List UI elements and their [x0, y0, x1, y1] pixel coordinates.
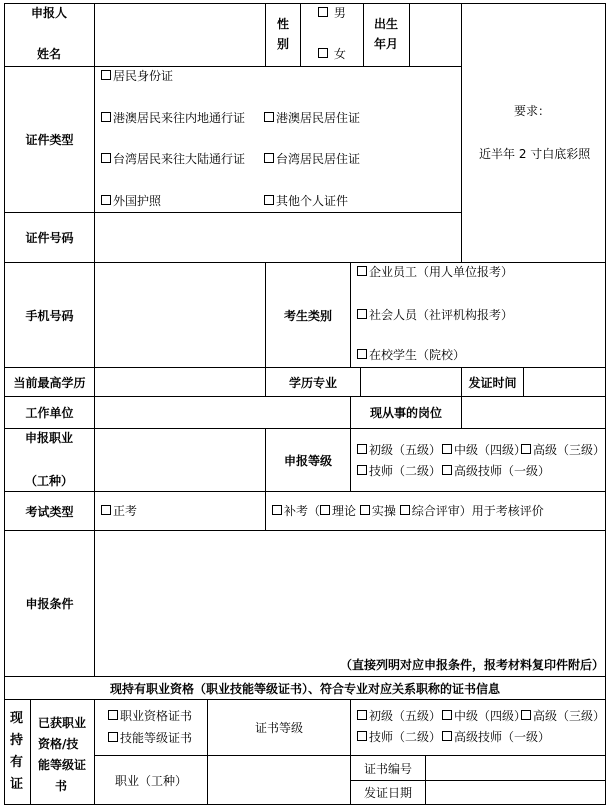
candidate-option-social[interactable]: 社会人员（社评机构报考）: [357, 308, 513, 322]
checkbox[interactable]: [357, 710, 367, 720]
cert-level-senior[interactable]: 高级（三级）: [521, 709, 605, 723]
male-checkbox[interactable]: [318, 7, 328, 17]
review-checkbox[interactable]: [400, 505, 410, 515]
checkbox[interactable]: [357, 731, 367, 741]
cert-type-cell: [94, 699, 208, 756]
cert-number-label-cell: [350, 755, 426, 781]
birth-label-2: 年月: [374, 37, 399, 51]
checkbox[interactable]: [272, 505, 282, 515]
education-field[interactable]: [94, 367, 266, 397]
checkbox[interactable]: [442, 444, 452, 454]
id-type-options-cell: [94, 66, 462, 213]
checkbox[interactable]: [442, 710, 452, 720]
checkbox[interactable]: [108, 732, 118, 742]
checkbox[interactable]: [264, 153, 274, 163]
checkbox[interactable]: [357, 309, 367, 319]
apply-level-label-cell: [265, 428, 351, 492]
checkbox[interactable]: [101, 505, 111, 515]
checkbox[interactable]: [357, 465, 367, 475]
work-unit-label-cell: [4, 396, 95, 429]
exam-option-makeup[interactable]: 补考（ 理论 实操 综合评审）用于考核评价: [272, 504, 544, 518]
id-type-label: 证件类型: [25, 133, 74, 147]
id-option-other[interactable]: 其他个人证件: [264, 194, 348, 208]
phone-label: 手机号码: [25, 308, 74, 323]
gender-label-cell: [265, 3, 301, 67]
photo-requirement-label: 要求：: [514, 104, 551, 118]
gender-label-2: 别: [277, 37, 290, 51]
major-label: 学历专业: [288, 375, 337, 390]
checkbox[interactable]: [264, 195, 274, 205]
gender-female-option[interactable]: 女: [318, 47, 346, 61]
cert-level-options-cell: [350, 699, 606, 756]
checkbox[interactable]: [101, 70, 111, 80]
level-option-senior[interactable]: 高级（三级）: [521, 443, 605, 457]
id-option-foreign-passport[interactable]: 外国护照: [101, 194, 161, 208]
work-unit-label: 工作单位: [25, 406, 74, 420]
checkbox[interactable]: [108, 710, 118, 720]
cert-level-senior-technician[interactable]: 高级技师（一级）: [442, 730, 550, 744]
conditions-note: （直接列明对应申报条件，报考材料复印件附后）: [340, 658, 605, 672]
checkbox[interactable]: [521, 444, 531, 454]
cert-number-label: 证书编号: [363, 761, 412, 776]
issue-time-field[interactable]: [523, 367, 606, 397]
cert-option-skill-level[interactable]: 技能等级证书: [108, 731, 192, 745]
obtained-label-1: 已获职业: [38, 716, 87, 730]
checkbox[interactable]: [357, 444, 367, 454]
held-occupation-label-cell: [94, 755, 208, 805]
conditions-label: 申报条件: [25, 597, 74, 611]
education-label: 当前最高学历: [13, 375, 86, 390]
cert-level-junior[interactable]: 初级（五级）: [357, 709, 441, 723]
checkbox[interactable]: [357, 349, 367, 359]
current-post-label-cell: [350, 396, 462, 429]
level-option-senior-technician[interactable]: 高级技师（一级）: [442, 464, 550, 478]
cert-number-field[interactable]: [425, 755, 606, 781]
apply-level-label: 申报等级: [283, 453, 332, 468]
obtained-label-2: 资格/技: [38, 737, 79, 751]
checkbox[interactable]: [521, 710, 531, 720]
phone-field[interactable]: [94, 262, 266, 368]
candidate-option-student[interactable]: 在校学生（院校）: [357, 348, 465, 362]
held-side-label: 现持有证: [10, 711, 24, 792]
practice-checkbox[interactable]: [360, 505, 370, 515]
level-option-intermediate[interactable]: 中级（四级）: [442, 443, 526, 457]
cert-level-label-cell: [207, 699, 351, 756]
exam-type-label: 考试类型: [25, 504, 74, 519]
issue-date-label-cell: [350, 780, 426, 805]
education-label-cell: [4, 367, 95, 397]
female-checkbox[interactable]: [318, 48, 328, 58]
candidate-type-label: 考生类别: [283, 308, 332, 323]
birth-field[interactable]: [409, 3, 462, 67]
checkbox[interactable]: [442, 731, 452, 741]
candidate-type-label-cell: [265, 262, 351, 368]
held-cert-header-cell: [4, 676, 606, 700]
id-number-field[interactable]: [94, 212, 462, 263]
occupation-label-1: 申报职业: [25, 431, 74, 445]
id-number-label-cell: [4, 212, 95, 263]
id-option-hk-macau-residence[interactable]: 港澳居民居住证: [264, 111, 360, 125]
checkbox[interactable]: [442, 465, 452, 475]
applicant-name-field[interactable]: [94, 3, 266, 67]
phone-label-cell: [4, 262, 95, 368]
id-number-label: 证件号码: [25, 231, 74, 245]
cert-option-qualification[interactable]: 职业资格证书: [108, 709, 192, 723]
applicant-label: 申报人: [31, 6, 68, 20]
conditions-label-cell: [4, 530, 95, 677]
id-option-resident-card[interactable]: 居民身份证: [101, 69, 173, 83]
photo-requirement-text: 近半年 2 寸白底彩照: [479, 147, 591, 161]
birth-label-cell: [363, 3, 410, 67]
name-label: 姓名: [37, 47, 62, 61]
conditions-field[interactable]: [94, 530, 606, 677]
work-unit-field[interactable]: [94, 396, 351, 429]
checkbox[interactable]: [101, 195, 111, 205]
issue-time-label-cell: [461, 367, 524, 397]
apply-level-options-cell: [350, 428, 606, 492]
checkbox[interactable]: [357, 266, 367, 276]
held-cert-header: 现持有职业资格（职业技能等级证书）、符合专业对应关系职称的证书信息: [109, 681, 500, 696]
held-occupation-label: 职业（工种）: [114, 773, 187, 788]
level-option-junior[interactable]: 初级（五级）: [357, 443, 441, 457]
level-option-technician[interactable]: 技师（二级）: [357, 464, 441, 478]
id-type-label-cell: [4, 66, 95, 213]
gender-male-option[interactable]: 男: [318, 6, 346, 20]
theory-checkbox[interactable]: [320, 505, 330, 515]
current-post-label: 现从事的岗位: [369, 406, 442, 420]
checkbox[interactable]: [101, 153, 111, 163]
candidate-option-employee[interactable]: 企业员工（用人单位报考）: [357, 265, 513, 279]
issue-date-label: 发证日期: [363, 786, 412, 800]
birth-label-1: 出生: [374, 17, 399, 31]
photo-cell[interactable]: [461, 3, 606, 263]
obtained-label-3: 能等级证: [38, 758, 87, 772]
id-option-hk-macau-permit[interactable]: 港澳居民来往内地通行证: [101, 111, 245, 125]
exam-option-formal[interactable]: 正考: [101, 504, 137, 518]
held-occupation-field[interactable]: [207, 755, 351, 805]
cert-level-intermediate[interactable]: 中级（四级）: [442, 709, 526, 723]
cert-level-technician[interactable]: 技师（二级）: [357, 730, 441, 744]
id-option-taiwan-residence[interactable]: 台湾居民居住证: [264, 152, 360, 166]
current-post-field[interactable]: [461, 396, 606, 429]
major-field[interactable]: [360, 367, 462, 397]
checkbox[interactable]: [264, 112, 274, 122]
occupation-field[interactable]: [94, 428, 266, 492]
issue-date-field[interactable]: [425, 780, 606, 805]
gender-label-1: 性: [277, 17, 290, 31]
obtained-label-4: 书: [55, 779, 68, 793]
occupation-label-2: （工种）: [25, 474, 74, 488]
checkbox[interactable]: [101, 112, 111, 122]
major-label-cell: [265, 367, 361, 397]
exam-type-label-cell: [4, 491, 95, 531]
cert-level-label: 证书等级: [254, 721, 303, 735]
issue-time-label: 发证时间: [468, 375, 517, 390]
id-option-taiwan-permit[interactable]: 台湾居民来往大陆通行证: [101, 152, 245, 166]
